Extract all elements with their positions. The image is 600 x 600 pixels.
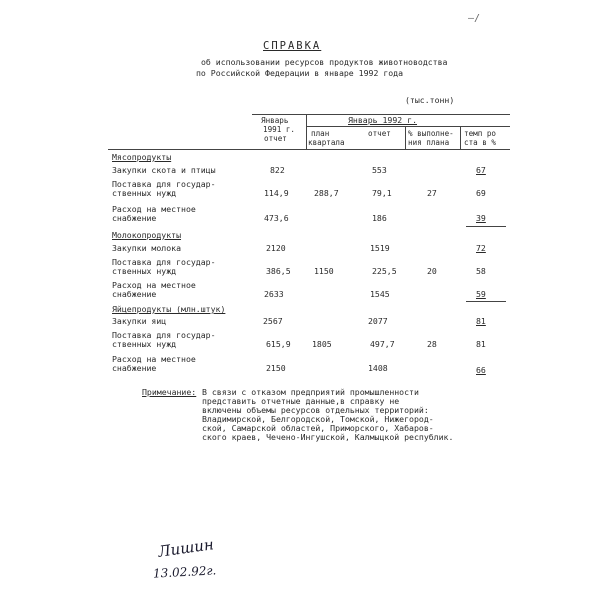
cell-report: 225,5 bbox=[372, 266, 397, 276]
note-line: В связи с отказом предприятий промышленности bbox=[202, 387, 419, 397]
note-line: Владимирской, Белгородской, Томской, Нижегород- bbox=[202, 414, 434, 424]
section-title-eggs: Яйцепродукты (млн.штук) bbox=[112, 304, 226, 314]
cell-report: 553 bbox=[372, 165, 387, 175]
row-label-cont: ственных нужд bbox=[112, 188, 177, 198]
cell-report: 1545 bbox=[370, 289, 390, 299]
cell-report: 1408 bbox=[368, 363, 388, 373]
row-label: Поставка для государ- bbox=[112, 257, 216, 267]
signature: Лишин bbox=[156, 535, 215, 561]
note-label: Примечание: bbox=[142, 387, 197, 397]
cell-growth: 69 bbox=[476, 188, 486, 198]
cell-jan1991: 2150 bbox=[266, 363, 286, 373]
cell-growth: 81 bbox=[476, 316, 486, 326]
cell-jan1991: 114,9 bbox=[264, 188, 289, 198]
cell-growth: 67 bbox=[476, 165, 486, 175]
header-jan1992: Январь 1992 г. bbox=[348, 115, 418, 125]
cell-report: 1519 bbox=[370, 243, 390, 253]
row-label: Расход на местное bbox=[112, 354, 196, 364]
section-title-milk: Молокопродукты bbox=[112, 230, 182, 240]
cell-jan1991: 822 bbox=[270, 165, 285, 175]
header-jan1991-3: отчет bbox=[264, 134, 287, 143]
row-label: Закупки яиц bbox=[112, 316, 167, 326]
cell-plan: 1805 bbox=[312, 339, 332, 349]
cell-growth: 39 bbox=[476, 213, 486, 223]
section-rule bbox=[466, 301, 506, 302]
header-divider-3 bbox=[460, 126, 461, 150]
cell-jan1991: 615,9 bbox=[266, 339, 291, 349]
cell-growth: 72 bbox=[476, 243, 486, 253]
cell-growth: 81 bbox=[476, 339, 486, 349]
header-plan-1: план bbox=[311, 129, 330, 138]
row-label: Расход на местное bbox=[112, 204, 196, 214]
cell-pct: 28 bbox=[427, 339, 437, 349]
note-line: ской, Самарской областей, Приморского, Хабаров- bbox=[202, 423, 434, 433]
row-label-cont: ственных нужд bbox=[112, 339, 177, 349]
row-label-cont: ственных нужд bbox=[112, 266, 177, 276]
subtitle-line-2: по Российской Федерации в январе 1992 года bbox=[196, 68, 404, 78]
row-label-cont: снабжение bbox=[112, 363, 157, 373]
cell-jan1991: 2633 bbox=[264, 289, 284, 299]
header-divider-2 bbox=[405, 126, 406, 150]
corner-mark: —/ bbox=[468, 13, 481, 24]
cell-jan1991: 2120 bbox=[266, 243, 286, 253]
cell-pct: 27 bbox=[427, 188, 437, 198]
cell-plan: 288,7 bbox=[314, 188, 339, 198]
cell-report: 79,1 bbox=[372, 188, 392, 198]
header-jan1991-2: 1991 г. bbox=[263, 125, 296, 134]
cell-growth: 59 bbox=[476, 289, 486, 299]
header-bottom-rule bbox=[108, 149, 510, 150]
header-report: отчет bbox=[368, 129, 391, 138]
note-line: ского краев, Чечено-Ингушской, Калмыцкой республик. bbox=[202, 432, 454, 442]
document-title: СПРАВКА bbox=[263, 40, 322, 52]
row-label: Поставка для государ- bbox=[112, 179, 216, 189]
cell-report: 186 bbox=[372, 213, 387, 223]
cell-report: 497,7 bbox=[370, 339, 395, 349]
header-growth-2: ста в % bbox=[464, 138, 497, 147]
cell-pct: 20 bbox=[427, 266, 437, 276]
cell-growth: 66 bbox=[476, 365, 486, 375]
header-jan1991-1: Январь bbox=[261, 116, 289, 125]
row-label: Расход на местное bbox=[112, 280, 196, 290]
header-pct-1: % выполне- bbox=[408, 129, 454, 138]
cell-growth: 58 bbox=[476, 266, 486, 276]
row-label: Поставка для государ- bbox=[112, 330, 216, 340]
header-growth-1: темп ро bbox=[464, 129, 497, 138]
header-pct-2: ния плана bbox=[408, 138, 450, 147]
header-sub-rule bbox=[307, 126, 510, 127]
row-label-cont: снабжение bbox=[112, 289, 157, 299]
note-line: включены объемы ресурсов отдельных территорий: bbox=[202, 405, 429, 415]
row-label-cont: снабжение bbox=[112, 213, 157, 223]
section-title-meat: Мясопродукты bbox=[112, 152, 172, 162]
row-label: Закупки молока bbox=[112, 243, 182, 253]
signature-date: 13.02.92г. bbox=[152, 563, 217, 581]
cell-jan1991: 2567 bbox=[263, 316, 283, 326]
cell-jan1991: 473,6 bbox=[264, 213, 289, 223]
section-rule bbox=[466, 226, 506, 227]
row-label: Закупки скота и птицы bbox=[112, 165, 216, 175]
subtitle-line-1: об использовании ресурсов продуктов животноводства bbox=[201, 57, 448, 67]
cell-plan: 1150 bbox=[314, 266, 334, 276]
header-plan-2: квартала bbox=[308, 138, 345, 147]
note-line: представить отчетные данные,в справку не bbox=[202, 396, 400, 406]
cell-report: 2077 bbox=[368, 316, 388, 326]
cell-jan1991: 386,5 bbox=[266, 266, 291, 276]
units-label: (тыс.тонн) bbox=[405, 95, 455, 105]
header-divider-1 bbox=[306, 114, 307, 150]
